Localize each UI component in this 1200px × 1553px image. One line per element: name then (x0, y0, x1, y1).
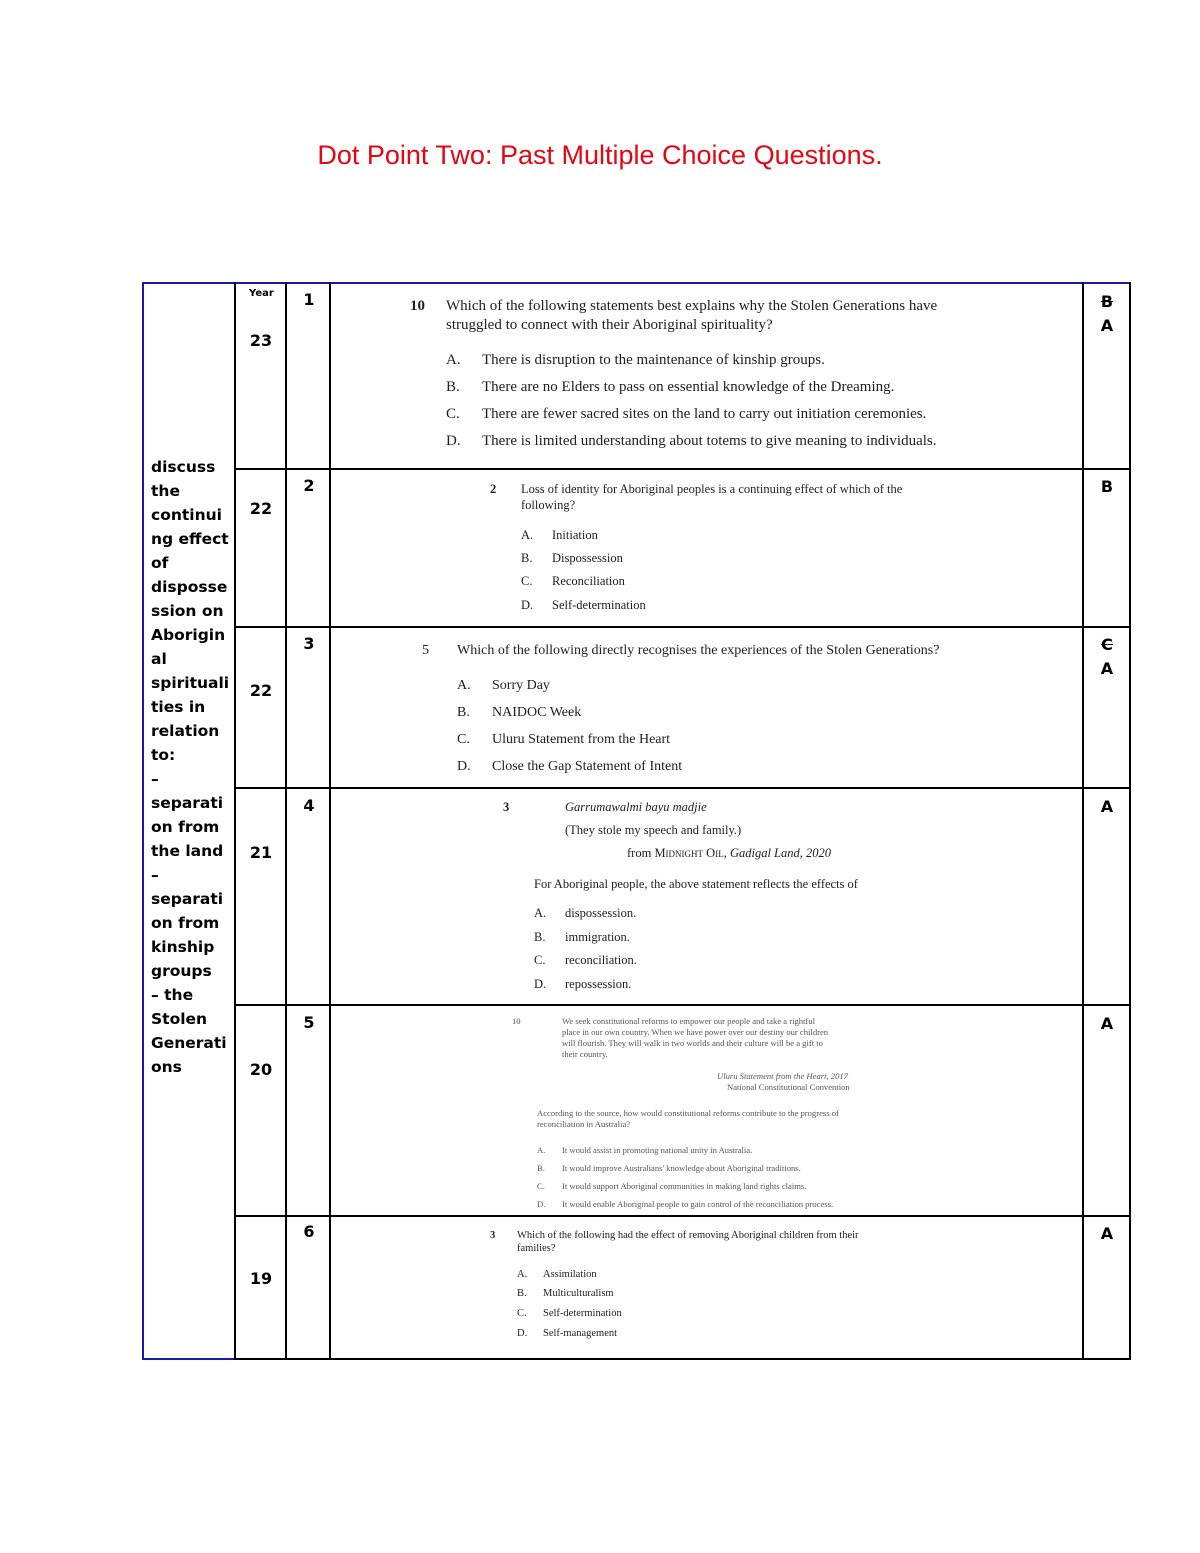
question-number: 2 (490, 482, 497, 496)
option-text: immigration. (565, 930, 630, 944)
option-letter: D. (534, 977, 547, 991)
topic-line: – the (151, 986, 194, 1004)
question-scan (490, 482, 950, 617)
source-quote: will flourish. They will walk in two worlds and their culture will be a gift to (562, 1038, 823, 1048)
table-right-border (1129, 282, 1131, 1360)
source-credit: Uluru Statement from the Heart, 2017 (717, 1071, 848, 1081)
source-band: Midnight Oil, (654, 846, 727, 860)
year-header: Year (249, 288, 274, 299)
option-text: Self-management (543, 1328, 618, 1339)
question-scan (512, 1016, 902, 1211)
topic-line: ties in (151, 698, 206, 716)
syllabus-dot-point (151, 455, 233, 1079)
option-letter: C. (521, 574, 533, 588)
option-letter: B. (457, 705, 470, 720)
column-divider (234, 282, 236, 1360)
page-title: Dot Point Two: Past Multiple Choice Questions. (317, 140, 883, 170)
topic-line: ons (151, 1058, 182, 1076)
row-number: 6 (303, 1222, 315, 1241)
question-number: 5 (422, 643, 429, 658)
option-text: There are no Elders to pass on essential knowledge of the Dreaming. (482, 379, 895, 395)
option-text: Uluru Statement from the Heart (492, 732, 671, 747)
option-text: There are fewer sacred sites on the land to carry out initiation ceremonies. (482, 406, 927, 422)
option-letter: D. (521, 598, 534, 612)
topic-line: Stolen (151, 1010, 208, 1028)
option-text: There is disruption to the maintenance of kinship groups. (482, 352, 825, 368)
source-quote: place in our own country. When we have power over our destiny our children (562, 1027, 829, 1037)
row-year: 22 (249, 681, 273, 700)
answer-corrected: A (1100, 1224, 1114, 1243)
topic-line: ssion on (151, 602, 224, 620)
option-letter: B. (521, 551, 533, 565)
option-text: Dispossession (552, 551, 623, 565)
row-answer (1090, 633, 1124, 681)
topic-line: separati (151, 794, 224, 812)
topic-line: al (151, 650, 167, 668)
row-answer (1090, 475, 1124, 499)
option-letter: C. (534, 953, 546, 967)
question-stem: reconciliation in Australia? (537, 1119, 631, 1129)
row-number: 5 (303, 1013, 315, 1032)
row-year: 19 (249, 1269, 273, 1288)
topic-line: discuss (151, 458, 216, 476)
topic-line: kinship (151, 938, 215, 956)
row-year: 23 (249, 331, 273, 350)
question-stem: struggled to connect with their Aboriginal spirituality? (446, 317, 773, 333)
option-text: Assimilation (543, 1269, 597, 1280)
topic-line: continui (151, 506, 222, 524)
question-stem: For Aboriginal people, the above statement reflects the effects of (534, 877, 858, 891)
row-year: 20 (249, 1060, 273, 1079)
option-text: It would improve Australians' knowledge about Aboriginal traditions. (562, 1163, 801, 1173)
topic-line: on from (151, 818, 220, 836)
question-stem: Which of the following statements best explains why the Stolen Generations have (446, 298, 938, 314)
option-text: dispossession. (565, 906, 637, 920)
question-scan (490, 1230, 920, 1348)
option-letter: B. (534, 930, 546, 944)
topic-line: groups (151, 962, 212, 980)
topic-line: the land (151, 842, 224, 860)
source-credit (627, 846, 831, 861)
row-number: 3 (303, 634, 315, 653)
column-divider (285, 282, 287, 1360)
song-lyric: Garrumawalmi bayu madjie (565, 800, 707, 814)
row-answer (1090, 795, 1124, 819)
topic-line: ng effect (151, 530, 229, 548)
option-letter: A. (446, 352, 461, 368)
answer-struck: C (1101, 635, 1113, 654)
option-text: It would assist in promoting national unity in Australia. (562, 1145, 753, 1155)
question-number: 10 (512, 1016, 521, 1026)
answer-corrected: A (1100, 659, 1114, 678)
question-stem: families? (517, 1243, 556, 1254)
option-letter: A. (457, 678, 471, 693)
source-credit: National Constitutional Convention (727, 1082, 850, 1092)
option-text: NAIDOC Week (492, 705, 582, 720)
option-letter: A. (517, 1269, 528, 1280)
question-stem: Which of the following had the effect of removing Aboriginal children from their (517, 1230, 859, 1241)
option-text: Close the Gap Statement of Intent (492, 759, 683, 774)
option-letter: A. (521, 528, 534, 542)
row-number: 4 (303, 796, 315, 815)
row-number: 2 (303, 476, 315, 495)
question-scan (410, 298, 1010, 458)
topic-line: – (151, 770, 159, 788)
topic-line: disposse (151, 578, 228, 596)
option-text: There is limited understanding about totems to give meaning to individuals. (482, 433, 937, 449)
row-divider (234, 1004, 1131, 1006)
table-left-border (142, 282, 144, 1360)
option-text: Self-determination (543, 1308, 622, 1319)
topic-line: Aborigin (151, 626, 226, 644)
option-text: repossession. (565, 977, 632, 991)
row-answer (1090, 290, 1124, 338)
option-letter: B. (446, 379, 460, 395)
topic-line: to: (151, 746, 176, 764)
option-letter: C. (446, 406, 460, 422)
row-divider (234, 787, 1131, 789)
question-stem: Loss of identity for Aboriginal peoples is a continuing effect of which of the (521, 482, 903, 496)
answer-struck: B (1100, 292, 1114, 311)
column-divider (329, 282, 331, 1360)
option-text: Sorry Day (492, 678, 550, 693)
option-text: Initiation (552, 528, 598, 542)
source-quote: their country. (562, 1049, 608, 1059)
topic-line: relation (151, 722, 220, 740)
row-year: 21 (249, 843, 273, 862)
topic-line: on from (151, 914, 220, 932)
option-text: Self-determination (552, 598, 646, 612)
option-text: reconciliation. (565, 953, 637, 967)
option-letter: B. (517, 1288, 527, 1299)
table-bottom-border (236, 1358, 1131, 1360)
topic-line: separati (151, 890, 224, 908)
answer-corrected: A (1100, 797, 1114, 816)
row-divider (234, 626, 1131, 628)
option-letter: D. (446, 433, 461, 449)
answer-corrected: B (1100, 477, 1114, 496)
row-answer (1090, 1222, 1124, 1246)
option-letter: D. (517, 1328, 528, 1339)
option-letter: A. (534, 906, 547, 920)
option-text: It would enable Aboriginal people to gain control of the reconciliation process. (562, 1199, 834, 1209)
row-number: 1 (303, 290, 315, 309)
question-stem: Which of the following directly recognises the experiences of the Stolen Generations? (457, 643, 940, 658)
option-letter: A. (537, 1145, 546, 1155)
question-stem: According to the source, how would constitutional reforms contribute to the progress of (537, 1108, 839, 1118)
answer-corrected: A (1100, 1014, 1114, 1033)
column-divider (1082, 282, 1084, 1360)
option-text: Multiculturalism (543, 1288, 614, 1299)
row-divider (234, 468, 1131, 470)
table-top-border (142, 282, 1131, 284)
table-bottom-border (142, 1358, 236, 1360)
answer-corrected: A (1100, 316, 1114, 335)
topic-line: Generati (151, 1034, 227, 1052)
topic-line: spirituali (151, 674, 230, 692)
lyric-translation: (They stole my speech and family.) (565, 823, 742, 837)
question-stem: following? (521, 498, 576, 512)
option-letter: C. (537, 1181, 545, 1191)
question-scan (422, 643, 1022, 778)
option-letter: C. (457, 732, 470, 747)
option-letter: D. (537, 1199, 546, 1209)
option-text: It would support Aboriginal communities in making land rights claims. (562, 1181, 807, 1191)
option-text: Reconciliation (552, 574, 625, 588)
question-number: 3 (490, 1230, 496, 1241)
topic-line: the (151, 482, 180, 500)
row-year: 22 (249, 499, 273, 518)
source-prefix: from (627, 846, 652, 860)
option-letter: B. (537, 1163, 545, 1173)
topic-line: – (151, 866, 159, 884)
option-letter: C. (517, 1308, 527, 1319)
row-divider (234, 1215, 1131, 1217)
topic-line: of (151, 554, 169, 572)
question-number: 10 (410, 298, 425, 314)
row-answer (1090, 1012, 1124, 1036)
source-title: Gadigal Land, 2020 (729, 846, 832, 860)
source-quote: We seek constitutional reforms to empower our people and take a rightful (562, 1016, 815, 1026)
question-number: 3 (503, 800, 510, 814)
question-scan (503, 800, 923, 995)
option-letter: D. (457, 759, 471, 774)
